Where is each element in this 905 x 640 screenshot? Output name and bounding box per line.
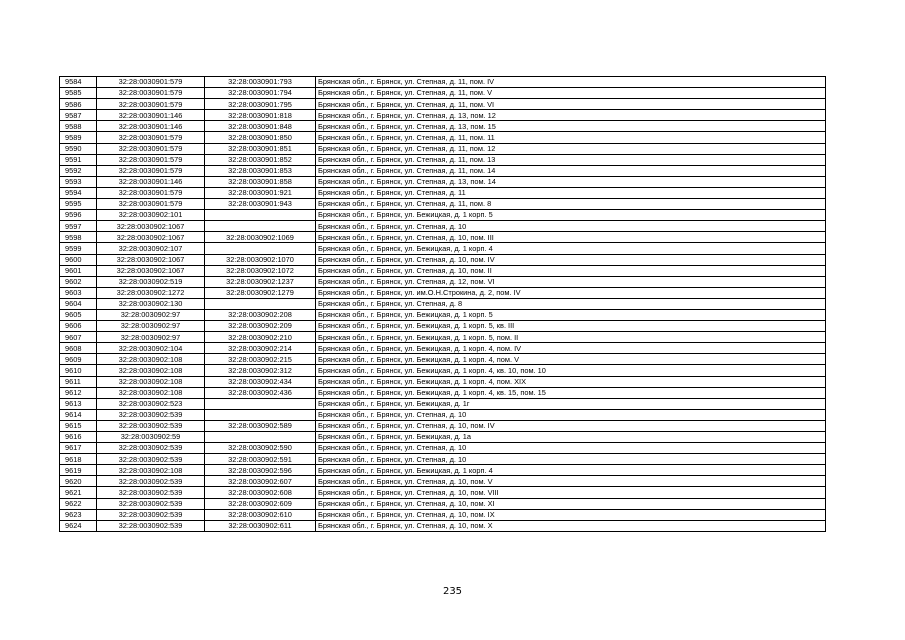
address-cell: Брянская обл., г. Брянск, ул. Степная, д. 11, пом. 13 — [316, 154, 826, 165]
row-number-cell: 9603 — [60, 287, 97, 298]
parcel-cadastral-number-cell: 32:28:0030902:108 — [97, 387, 205, 398]
premise-cadastral-number-cell: 32:28:0030901:850 — [205, 132, 316, 143]
parcel-cadastral-number-cell: 32:28:0030901:579 — [97, 99, 205, 110]
row-number-cell: 9585 — [60, 88, 97, 99]
row-number-cell: 9612 — [60, 387, 97, 398]
row-number-cell: 9615 — [60, 420, 97, 431]
table-row — [60, 354, 826, 365]
table-row — [60, 420, 826, 431]
premise-cadastral-number-cell: 32:28:0030902:589 — [205, 420, 316, 431]
row-number-cell: 9608 — [60, 343, 97, 354]
table-row — [60, 332, 826, 343]
premise-cadastral-number-cell: 32:28:0030902:1279 — [205, 287, 316, 298]
table-row — [60, 232, 826, 243]
address-cell: Брянская обл., г. Брянск, ул. Степная, д. 10 — [316, 443, 826, 454]
table-row — [60, 287, 826, 298]
premise-cadastral-number-cell: 32:28:0030901:852 — [205, 154, 316, 165]
premise-cadastral-number-cell: 32:28:0030901:851 — [205, 143, 316, 154]
address-cell: Брянская обл., г. Брянск, ул. Степная, д. 10, пом. IX — [316, 509, 826, 520]
row-number-cell: 9588 — [60, 121, 97, 132]
premise-cadastral-number-cell — [205, 298, 316, 309]
parcel-cadastral-number-cell: 32:28:0030901:579 — [97, 154, 205, 165]
row-number-cell: 9605 — [60, 309, 97, 320]
table-row — [60, 265, 826, 276]
parcel-cadastral-number-cell: 32:28:0030902:104 — [97, 343, 205, 354]
address-cell: Брянская обл., г. Брянск, ул. Бежицкая, д. 1 корп. 4, пом. IV — [316, 343, 826, 354]
premise-cadastral-number-cell: 32:28:0030901:858 — [205, 176, 316, 187]
parcel-cadastral-number-cell: 32:28:0030902:539 — [97, 420, 205, 431]
table-row — [60, 454, 826, 465]
table-row — [60, 187, 826, 198]
table-row — [60, 343, 826, 354]
address-cell: Брянская обл., г. Брянск, ул. Бежицкая, д. 1 корп. 4, кв. 15, пом. 15 — [316, 387, 826, 398]
row-number-cell: 9611 — [60, 376, 97, 387]
row-number-cell: 9602 — [60, 276, 97, 287]
parcel-cadastral-number-cell: 32:28:0030902:539 — [97, 487, 205, 498]
parcel-cadastral-number-cell: 32:28:0030901:579 — [97, 165, 205, 176]
table-row — [60, 398, 826, 409]
row-number-cell: 9614 — [60, 409, 97, 420]
parcel-cadastral-number-cell: 32:28:0030902:1272 — [97, 287, 205, 298]
address-cell: Брянская обл., г. Брянск, ул. Бежицкая, д. 1 корп. 5, пом. II — [316, 332, 826, 343]
table-row — [60, 376, 826, 387]
premise-cadastral-number-cell: 32:28:0030902:214 — [205, 343, 316, 354]
parcel-cadastral-number-cell: 32:28:0030902:539 — [97, 509, 205, 520]
registry-table-body — [60, 77, 826, 532]
parcel-cadastral-number-cell: 32:28:0030902:108 — [97, 376, 205, 387]
premise-cadastral-number-cell: 32:28:0030902:312 — [205, 365, 316, 376]
address-cell: Брянская обл., г. Брянск, ул. Бежицкая, д. 1 корп. 5, кв. III — [316, 321, 826, 332]
address-cell: Брянская обл., г. Брянск, ул. Степная, д. 10, пом. IV — [316, 420, 826, 431]
parcel-cadastral-number-cell: 32:28:0030902:1067 — [97, 221, 205, 232]
address-cell: Брянская обл., г. Брянск, ул. Бежицкая, д. 1 корп. 4 — [316, 465, 826, 476]
page-number: 235 — [442, 586, 463, 597]
row-number-cell: 9617 — [60, 443, 97, 454]
parcel-cadastral-number-cell: 32:28:0030901:579 — [97, 132, 205, 143]
table-row — [60, 321, 826, 332]
table-row — [60, 432, 826, 443]
premise-cadastral-number-cell: 32:28:0030902:591 — [205, 454, 316, 465]
parcel-cadastral-number-cell: 32:28:0030902:97 — [97, 332, 205, 343]
row-number-cell: 9586 — [60, 99, 97, 110]
premise-cadastral-number-cell — [205, 398, 316, 409]
premise-cadastral-number-cell: 32:28:0030901:795 — [205, 99, 316, 110]
parcel-cadastral-number-cell: 32:28:0030902:108 — [97, 465, 205, 476]
address-cell: Брянская обл., г. Брянск, ул. Бежицкая, д. 1 корп. 5 — [316, 309, 826, 320]
parcel-cadastral-number-cell: 32:28:0030902:1067 — [97, 232, 205, 243]
address-cell: Брянская обл., г. Брянск, ул. Степная, д. 10, пом. XI — [316, 498, 826, 509]
address-cell: Брянская обл., г. Брянск, ул. Степная, д. 10, пом. V — [316, 476, 826, 487]
address-cell: Брянская обл., г. Брянск, ул. Степная, д. 11, пом. 12 — [316, 143, 826, 154]
parcel-cadastral-number-cell: 32:28:0030901:146 — [97, 121, 205, 132]
address-cell: Брянская обл., г. Брянск, ул. Степная, д. 11, пом. IV — [316, 77, 826, 88]
parcel-cadastral-number-cell: 32:28:0030901:146 — [97, 110, 205, 121]
table-row — [60, 110, 826, 121]
parcel-cadastral-number-cell: 32:28:0030902:539 — [97, 454, 205, 465]
premise-cadastral-number-cell: 32:28:0030901:921 — [205, 187, 316, 198]
row-number-cell: 9604 — [60, 298, 97, 309]
address-cell: Брянская обл., г. Брянск, ул. Степная, д. 11, пом. 11 — [316, 132, 826, 143]
table-row — [60, 509, 826, 520]
address-cell: Брянская обл., г. Брянск, ул. Степная, д. 10 — [316, 221, 826, 232]
premise-cadastral-number-cell: 32:28:0030902:608 — [205, 487, 316, 498]
row-number-cell: 9587 — [60, 110, 97, 121]
parcel-cadastral-number-cell: 32:28:0030902:130 — [97, 298, 205, 309]
address-cell: Брянская обл., г. Брянск, ул. Бежицкая, д. 1 корп. 4 — [316, 243, 826, 254]
parcel-cadastral-number-cell: 32:28:0030902:107 — [97, 243, 205, 254]
row-number-cell: 9592 — [60, 165, 97, 176]
address-cell: Брянская обл., г. Брянск, ул. Степная, д. 10 — [316, 454, 826, 465]
table-row — [60, 132, 826, 143]
premise-cadastral-number-cell: 32:28:0030901:818 — [205, 110, 316, 121]
parcel-cadastral-number-cell: 32:28:0030902:108 — [97, 365, 205, 376]
address-cell: Брянская обл., г. Брянск, ул. Степная, д. 10, пом. II — [316, 265, 826, 276]
premise-cadastral-number-cell: 32:28:0030902:611 — [205, 520, 316, 531]
table-row — [60, 199, 826, 210]
table-row — [60, 77, 826, 88]
row-number-cell: 9618 — [60, 454, 97, 465]
table-row — [60, 309, 826, 320]
parcel-cadastral-number-cell: 32:28:0030902:101 — [97, 210, 205, 221]
parcel-cadastral-number-cell: 32:28:0030902:108 — [97, 354, 205, 365]
row-number-cell: 9624 — [60, 520, 97, 531]
address-cell: Брянская обл., г. Брянск, ул. Степная, д. 12, пом. VI — [316, 276, 826, 287]
premise-cadastral-number-cell: 32:28:0030902:1069 — [205, 232, 316, 243]
table-row — [60, 210, 826, 221]
row-number-cell: 9623 — [60, 509, 97, 520]
address-cell: Брянская обл., г. Брянск, ул. Степная, д. 11 — [316, 187, 826, 198]
premise-cadastral-number-cell: 32:28:0030902:609 — [205, 498, 316, 509]
parcel-cadastral-number-cell: 32:28:0030901:579 — [97, 88, 205, 99]
table-row — [60, 88, 826, 99]
table-row — [60, 520, 826, 531]
row-number-cell: 9584 — [60, 77, 97, 88]
table-row — [60, 154, 826, 165]
table-row — [60, 387, 826, 398]
premise-cadastral-number-cell: 32:28:0030901:943 — [205, 199, 316, 210]
parcel-cadastral-number-cell: 32:28:0030901:579 — [97, 143, 205, 154]
row-number-cell: 9607 — [60, 332, 97, 343]
premise-cadastral-number-cell: 32:28:0030902:209 — [205, 321, 316, 332]
premise-cadastral-number-cell: 32:28:0030902:434 — [205, 376, 316, 387]
premise-cadastral-number-cell: 32:28:0030901:853 — [205, 165, 316, 176]
address-cell: Брянская обл., г. Брянск, ул. Степная, д. 11, пом. VI — [316, 99, 826, 110]
address-cell: Брянская обл., г. Брянск, ул. Бежицкая, д. 1 корп. 4, кв. 10, пом. 10 — [316, 365, 826, 376]
row-number-cell: 9590 — [60, 143, 97, 154]
row-number-cell: 9600 — [60, 254, 97, 265]
premise-cadastral-number-cell — [205, 409, 316, 420]
address-cell: Брянская обл., г. Брянск, ул. Бежицкая, д. 1 корп. 4, пом. V — [316, 354, 826, 365]
address-cell: Брянская обл., г. Брянск, ул. Степная, д. 11, пом. V — [316, 88, 826, 99]
row-number-cell: 9620 — [60, 476, 97, 487]
parcel-cadastral-number-cell: 32:28:0030902:1067 — [97, 265, 205, 276]
address-cell: Брянская обл., г. Брянск, ул. Степная, д. 13, пом. 15 — [316, 121, 826, 132]
row-number-cell: 9594 — [60, 187, 97, 198]
premise-cadastral-number-cell — [205, 210, 316, 221]
premise-cadastral-number-cell — [205, 243, 316, 254]
premise-cadastral-number-cell: 32:28:0030901:848 — [205, 121, 316, 132]
table-row — [60, 243, 826, 254]
parcel-cadastral-number-cell: 32:28:0030902:1067 — [97, 254, 205, 265]
row-number-cell: 9598 — [60, 232, 97, 243]
table-row — [60, 254, 826, 265]
table-row — [60, 99, 826, 110]
premise-cadastral-number-cell: 32:28:0030902:210 — [205, 332, 316, 343]
row-number-cell: 9596 — [60, 210, 97, 221]
parcel-cadastral-number-cell: 32:28:0030901:146 — [97, 176, 205, 187]
address-cell: Брянская обл., г. Брянск, ул. Степная, д. 10 — [316, 409, 826, 420]
row-number-cell: 9589 — [60, 132, 97, 143]
address-cell: Брянская обл., г. Брянск, ул. Степная, д. 11, пом. 8 — [316, 199, 826, 210]
address-cell: Брянская обл., г. Брянск, ул. Бежицкая, д. 1г — [316, 398, 826, 409]
row-number-cell: 9599 — [60, 243, 97, 254]
parcel-cadastral-number-cell: 32:28:0030901:579 — [97, 199, 205, 210]
table-row — [60, 165, 826, 176]
premise-cadastral-number-cell: 32:28:0030902:1237 — [205, 276, 316, 287]
premise-cadastral-number-cell: 32:28:0030902:1070 — [205, 254, 316, 265]
address-cell: Брянская обл., г. Брянск, ул. Степная, д. 10, пом. III — [316, 232, 826, 243]
parcel-cadastral-number-cell: 32:28:0030901:579 — [97, 187, 205, 198]
address-cell: Брянская обл., г. Брянск, ул. им.О.Н.Строкина, д. 2, пом. IV — [316, 287, 826, 298]
premise-cadastral-number-cell: 32:28:0030902:590 — [205, 443, 316, 454]
table-row — [60, 498, 826, 509]
parcel-cadastral-number-cell: 32:28:0030902:539 — [97, 498, 205, 509]
table-row — [60, 121, 826, 132]
address-cell: Брянская обл., г. Брянск, ул. Бежицкая, д. 1 корп. 5 — [316, 210, 826, 221]
table-row — [60, 221, 826, 232]
row-number-cell: 9621 — [60, 487, 97, 498]
parcel-cadastral-number-cell: 32:28:0030902:97 — [97, 321, 205, 332]
address-cell: Брянская обл., г. Брянск, ул. Степная, д. 8 — [316, 298, 826, 309]
premise-cadastral-number-cell: 32:28:0030902:215 — [205, 354, 316, 365]
premise-cadastral-number-cell — [205, 221, 316, 232]
address-cell: Брянская обл., г. Брянск, ул. Бежицкая, д. 1а — [316, 432, 826, 443]
row-number-cell: 9619 — [60, 465, 97, 476]
parcel-cadastral-number-cell: 32:28:0030902:97 — [97, 309, 205, 320]
premise-cadastral-number-cell: 32:28:0030902:208 — [205, 309, 316, 320]
parcel-cadastral-number-cell: 32:28:0030902:523 — [97, 398, 205, 409]
table-row — [60, 143, 826, 154]
table-row — [60, 487, 826, 498]
table-row — [60, 176, 826, 187]
address-cell: Брянская обл., г. Брянск, ул. Степная, д. 13, пом. 14 — [316, 176, 826, 187]
premise-cadastral-number-cell: 32:28:0030902:436 — [205, 387, 316, 398]
parcel-cadastral-number-cell: 32:28:0030901:579 — [97, 77, 205, 88]
premise-cadastral-number-cell: 32:28:0030902:610 — [205, 509, 316, 520]
row-number-cell: 9616 — [60, 432, 97, 443]
row-number-cell: 9597 — [60, 221, 97, 232]
table-row — [60, 443, 826, 454]
parcel-cadastral-number-cell: 32:28:0030902:539 — [97, 520, 205, 531]
premise-cadastral-number-cell — [205, 432, 316, 443]
row-number-cell: 9609 — [60, 354, 97, 365]
parcel-cadastral-number-cell: 32:28:0030902:539 — [97, 476, 205, 487]
row-number-cell: 9622 — [60, 498, 97, 509]
parcel-cadastral-number-cell: 32:28:0030902:519 — [97, 276, 205, 287]
row-number-cell: 9593 — [60, 176, 97, 187]
cadastral-registry-table — [59, 76, 826, 532]
address-cell: Брянская обл., г. Брянск, ул. Степная, д. 13, пом. 12 — [316, 110, 826, 121]
parcel-cadastral-number-cell: 32:28:0030902:539 — [97, 443, 205, 454]
premise-cadastral-number-cell: 32:28:0030902:607 — [205, 476, 316, 487]
table-row — [60, 276, 826, 287]
address-cell: Брянская обл., г. Брянск, ул. Степная, д. 11, пом. 14 — [316, 165, 826, 176]
parcel-cadastral-number-cell: 32:28:0030902:539 — [97, 409, 205, 420]
premise-cadastral-number-cell: 32:28:0030902:1072 — [205, 265, 316, 276]
parcel-cadastral-number-cell: 32:28:0030902:59 — [97, 432, 205, 443]
row-number-cell: 9610 — [60, 365, 97, 376]
row-number-cell: 9613 — [60, 398, 97, 409]
row-number-cell: 9591 — [60, 154, 97, 165]
premise-cadastral-number-cell: 32:28:0030902:596 — [205, 465, 316, 476]
address-cell: Брянская обл., г. Брянск, ул. Бежицкая, д. 1 корп. 4, пом. XIX — [316, 376, 826, 387]
premise-cadastral-number-cell: 32:28:0030901:793 — [205, 77, 316, 88]
table-row — [60, 365, 826, 376]
table-row — [60, 298, 826, 309]
row-number-cell: 9601 — [60, 265, 97, 276]
table-row — [60, 465, 826, 476]
address-cell: Брянская обл., г. Брянск, ул. Степная, д. 10, пом. IV — [316, 254, 826, 265]
table-row — [60, 409, 826, 420]
row-number-cell: 9595 — [60, 199, 97, 210]
premise-cadastral-number-cell: 32:28:0030901:794 — [205, 88, 316, 99]
address-cell: Брянская обл., г. Брянск, ул. Степная, д. 10, пом. VIII — [316, 487, 826, 498]
table-row — [60, 476, 826, 487]
address-cell: Брянская обл., г. Брянск, ул. Степная, д. 10, пом. X — [316, 520, 826, 531]
row-number-cell: 9606 — [60, 321, 97, 332]
